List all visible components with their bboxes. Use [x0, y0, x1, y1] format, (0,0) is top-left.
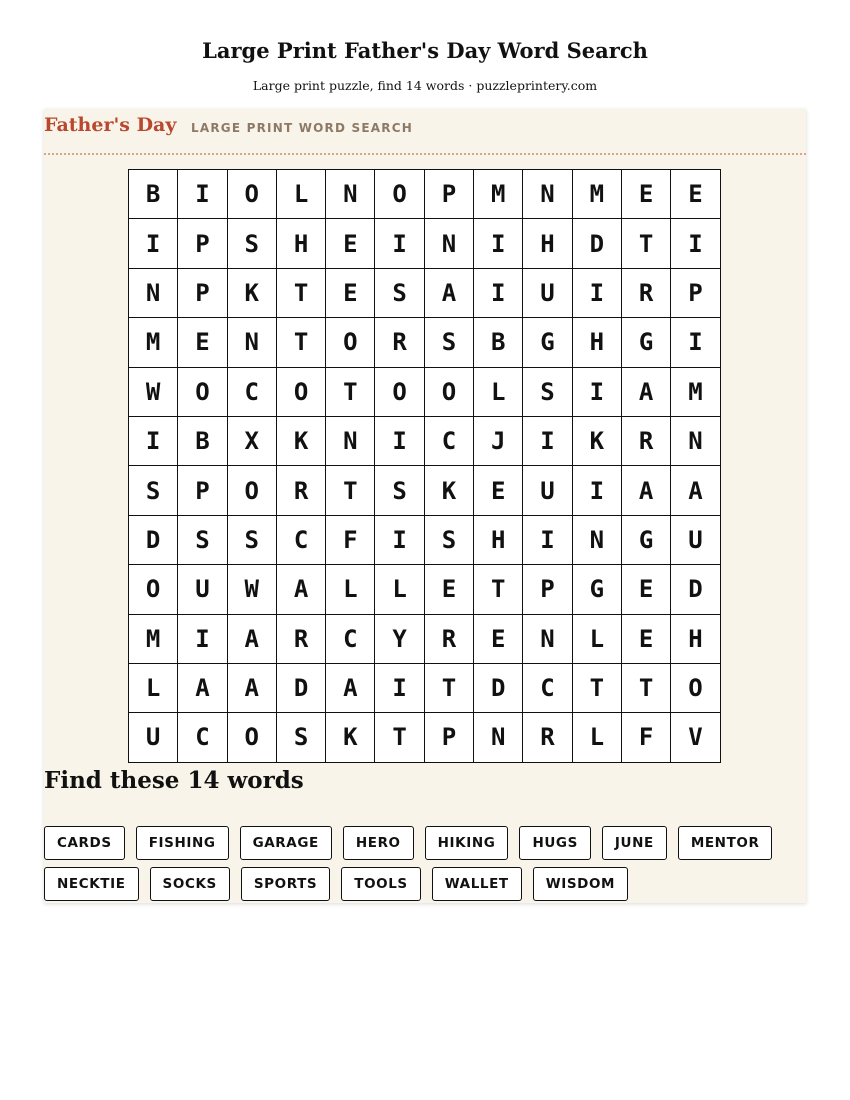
grid-cell[interactable]: D [277, 664, 326, 713]
grid-cell[interactable]: H [573, 318, 622, 367]
grid-cell[interactable]: C [178, 713, 227, 762]
grid-cell[interactable]: T [573, 664, 622, 713]
grid-cell[interactable]: N [523, 615, 572, 664]
grid-cell[interactable]: R [277, 615, 326, 664]
grid-cell[interactable]: N [523, 170, 572, 219]
grid-cell[interactable]: N [573, 516, 622, 565]
word-chip: MENTOR [678, 826, 773, 860]
word-chip: HUGS [519, 826, 590, 860]
grid-cell[interactable]: R [622, 417, 671, 466]
grid-cell[interactable]: B [178, 417, 227, 466]
grid-cell[interactable]: U [523, 269, 572, 318]
word-chip: TOOLS [341, 867, 421, 901]
grid-cell[interactable]: S [228, 516, 277, 565]
grid-cell[interactable]: T [326, 368, 375, 417]
grid-cell[interactable]: K [573, 417, 622, 466]
grid-cell[interactable]: D [671, 565, 720, 614]
grid-cell[interactable]: I [671, 219, 720, 268]
grid-cell[interactable]: M [573, 170, 622, 219]
grid-cell[interactable]: G [523, 318, 572, 367]
grid-cell[interactable]: S [425, 318, 474, 367]
grid-cell[interactable]: I [474, 219, 523, 268]
grid-cell[interactable]: N [425, 219, 474, 268]
grid-cell[interactable]: N [129, 269, 178, 318]
puzzle-card [44, 109, 806, 903]
grid-cell[interactable]: O [228, 713, 277, 762]
grid-cell[interactable]: R [277, 466, 326, 515]
grid-cell[interactable]: B [129, 170, 178, 219]
grid-cell[interactable]: O [375, 368, 424, 417]
grid-cell[interactable]: I [375, 516, 424, 565]
grid-cell[interactable]: A [228, 615, 277, 664]
grid-cell[interactable]: I [375, 417, 424, 466]
word-chip: HIKING [425, 826, 509, 860]
grid-cell[interactable]: S [523, 368, 572, 417]
grid-cell[interactable]: L [277, 170, 326, 219]
grid-cell[interactable]: P [425, 713, 474, 762]
grid-cell[interactable]: I [671, 318, 720, 367]
grid-cell[interactable]: L [326, 565, 375, 614]
page-title: Large Print Father's Day Word Search [202, 38, 648, 63]
grid-cell[interactable]: L [375, 565, 424, 614]
grid-cell[interactable]: K [228, 269, 277, 318]
grid-cell[interactable]: T [425, 664, 474, 713]
grid-cell[interactable]: A [425, 269, 474, 318]
grid-cell[interactable]: I [573, 466, 622, 515]
grid-cell[interactable]: S [228, 219, 277, 268]
grid-cell[interactable]: N [671, 417, 720, 466]
grid-cell[interactable]: M [671, 368, 720, 417]
word-chip: WALLET [432, 867, 522, 901]
grid-cell[interactable]: W [129, 368, 178, 417]
grid-cell[interactable]: A [277, 565, 326, 614]
grid-cell[interactable]: D [129, 516, 178, 565]
grid-cell[interactable]: I [474, 269, 523, 318]
grid-cell[interactable]: L [474, 368, 523, 417]
grid-cell[interactable]: F [326, 516, 375, 565]
word-chip: NECKTIE [44, 867, 139, 901]
grid-cell[interactable]: E [326, 219, 375, 268]
grid-cell[interactable]: I [129, 219, 178, 268]
brand-title: Father's Day [44, 114, 177, 136]
grid-cell[interactable]: I [375, 219, 424, 268]
grid-cell[interactable]: G [622, 318, 671, 367]
word-list-heading: Find these 14 words [44, 767, 304, 794]
grid-cell[interactable]: N [228, 318, 277, 367]
grid-cell[interactable]: E [622, 565, 671, 614]
grid-cell[interactable]: K [326, 713, 375, 762]
word-chip: JUNE [602, 826, 667, 860]
grid-cell[interactable]: U [178, 565, 227, 614]
grid-cell[interactable]: H [671, 615, 720, 664]
grid-cell[interactable]: E [474, 615, 523, 664]
word-chip: WISDOM [533, 867, 628, 901]
grid-cell[interactable]: T [474, 565, 523, 614]
word-chip: GARAGE [240, 826, 332, 860]
grid-cell[interactable]: I [573, 368, 622, 417]
grid-cell[interactable]: S [375, 269, 424, 318]
grid-cell[interactable]: S [277, 713, 326, 762]
grid-cell[interactable]: J [474, 417, 523, 466]
grid-cell[interactable]: D [474, 664, 523, 713]
grid-cell[interactable]: A [228, 664, 277, 713]
grid-cell[interactable]: S [375, 466, 424, 515]
brand-tagline: LARGE PRINT WORD SEARCH [191, 121, 413, 135]
grid-cell[interactable]: H [523, 219, 572, 268]
grid-cell[interactable]: O [425, 368, 474, 417]
grid-cell[interactable]: E [425, 565, 474, 614]
grid-cell[interactable]: O [671, 664, 720, 713]
grid-cell[interactable]: T [277, 318, 326, 367]
grid-cell[interactable]: L [573, 713, 622, 762]
grid-cell[interactable]: C [425, 417, 474, 466]
grid-cell[interactable]: U [129, 713, 178, 762]
grid-cell[interactable]: M [129, 318, 178, 367]
word-chip: FISHING [136, 826, 229, 860]
grid-cell[interactable]: I [375, 664, 424, 713]
grid-cell[interactable]: X [228, 417, 277, 466]
grid-cell[interactable]: I [178, 170, 227, 219]
grid-cell[interactable]: A [622, 368, 671, 417]
grid-cell[interactable]: A [178, 664, 227, 713]
grid-cell[interactable]: Y [375, 615, 424, 664]
grid-cell[interactable]: G [573, 565, 622, 614]
grid-cell[interactable]: P [178, 219, 227, 268]
grid-cell[interactable]: A [671, 466, 720, 515]
grid-cell[interactable]: N [326, 170, 375, 219]
grid-cell[interactable]: O [129, 565, 178, 614]
grid-cell[interactable]: R [425, 615, 474, 664]
grid-cell[interactable]: U [671, 516, 720, 565]
grid-cell[interactable]: P [178, 269, 227, 318]
grid-cell[interactable]: D [573, 219, 622, 268]
grid-cell[interactable]: S [425, 516, 474, 565]
grid-cell[interactable]: M [129, 615, 178, 664]
grid-cell[interactable]: G [622, 516, 671, 565]
word-chip: CARDS [44, 826, 125, 860]
grid-cell[interactable]: C [228, 368, 277, 417]
grid-cell[interactable]: H [474, 516, 523, 565]
word-chip: SOCKS [150, 867, 230, 901]
grid-cell[interactable]: T [622, 219, 671, 268]
letter-grid [128, 169, 721, 763]
grid-cell[interactable]: T [326, 466, 375, 515]
grid-cell[interactable]: T [622, 664, 671, 713]
page-subtitle: Large print puzzle, find 14 words · puzzleprintery.com [252, 78, 598, 93]
grid-cell[interactable]: S [129, 466, 178, 515]
grid-cell[interactable]: I [129, 417, 178, 466]
grid-cell[interactable]: E [622, 615, 671, 664]
grid-cell[interactable]: W [228, 565, 277, 614]
grid-cell[interactable]: O [326, 318, 375, 367]
grid-cell[interactable]: L [573, 615, 622, 664]
grid-cell[interactable]: O [228, 170, 277, 219]
word-chip: SPORTS [241, 867, 330, 901]
grid-cell[interactable]: E [671, 170, 720, 219]
grid-cell[interactable]: T [375, 713, 424, 762]
card-header [44, 109, 806, 155]
grid-cell[interactable]: P [671, 269, 720, 318]
word-chip: HERO [343, 826, 414, 860]
grid-cell[interactable]: L [129, 664, 178, 713]
grid-cell[interactable]: I [523, 516, 572, 565]
grid-cell[interactable]: O [277, 368, 326, 417]
grid-cell[interactable]: S [178, 516, 227, 565]
grid-cell[interactable]: O [228, 466, 277, 515]
grid-cell[interactable]: O [178, 368, 227, 417]
grid-cell[interactable]: P [523, 565, 572, 614]
grid-cell[interactable]: H [277, 219, 326, 268]
grid-cell[interactable]: P [425, 170, 474, 219]
grid-cell[interactable]: I [178, 615, 227, 664]
grid-cell[interactable]: M [474, 170, 523, 219]
grid-cell[interactable]: B [474, 318, 523, 367]
grid-cell[interactable]: N [326, 417, 375, 466]
grid-cell[interactable]: C [326, 615, 375, 664]
grid-cell[interactable]: I [523, 417, 572, 466]
grid-cell[interactable]: E [474, 466, 523, 515]
grid-cell[interactable]: V [671, 713, 720, 762]
grid-cell[interactable]: E [178, 318, 227, 367]
grid-cell[interactable]: K [425, 466, 474, 515]
grid-cell[interactable]: I [573, 269, 622, 318]
grid-cell[interactable]: A [622, 466, 671, 515]
grid-cell[interactable]: C [523, 664, 572, 713]
grid-cell[interactable]: E [622, 170, 671, 219]
grid-cell[interactable]: F [622, 713, 671, 762]
grid-cell[interactable]: T [277, 269, 326, 318]
grid-cell[interactable]: K [277, 417, 326, 466]
grid-cell[interactable]: P [178, 466, 227, 515]
grid-cell[interactable]: A [326, 664, 375, 713]
grid-cell[interactable]: N [474, 713, 523, 762]
grid-cell[interactable]: O [375, 170, 424, 219]
grid-cell[interactable]: C [277, 516, 326, 565]
grid-cell[interactable]: E [326, 269, 375, 318]
word-list [44, 826, 806, 901]
grid-cell[interactable]: R [622, 269, 671, 318]
grid-cell[interactable]: U [523, 466, 572, 515]
grid-cell[interactable]: R [375, 318, 424, 367]
grid-cell[interactable]: R [523, 713, 572, 762]
